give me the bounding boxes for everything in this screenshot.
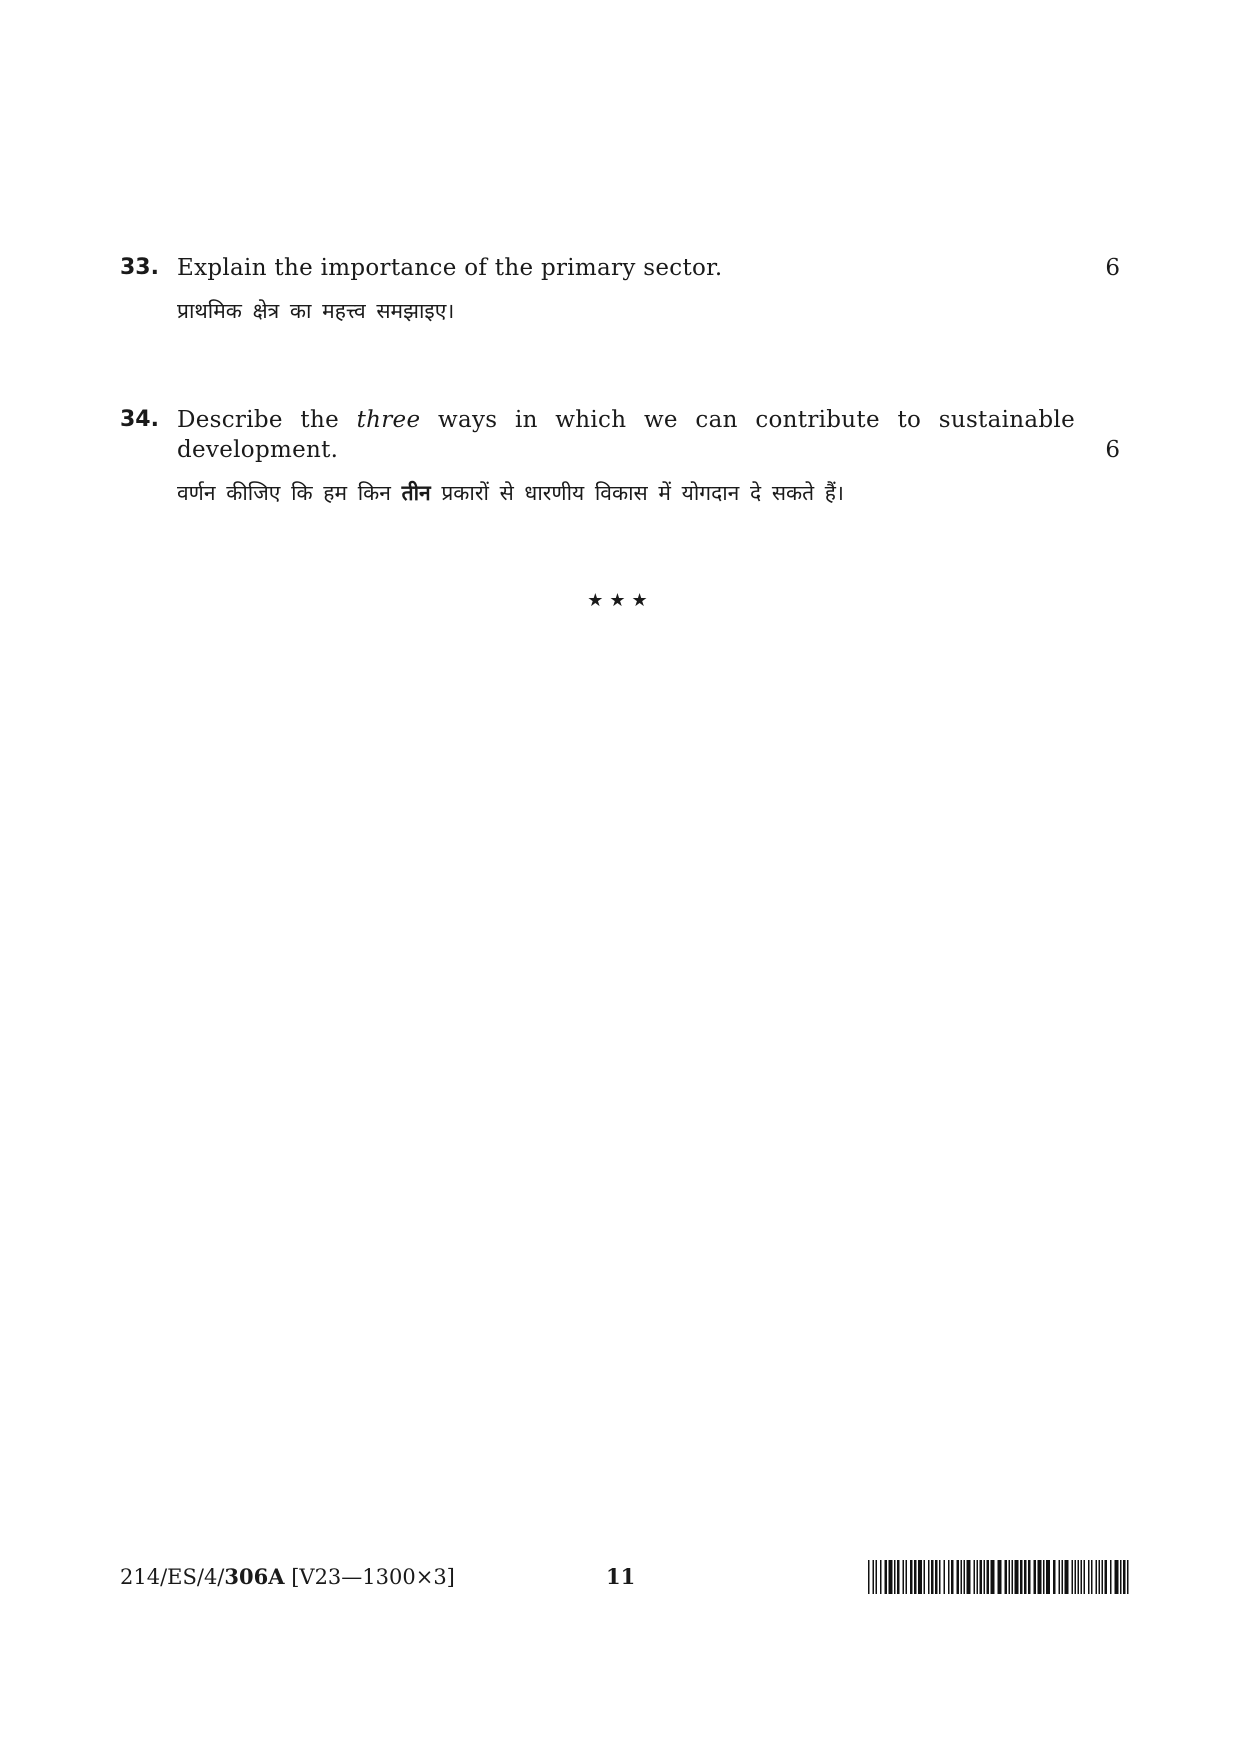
barcode-bar xyxy=(910,1560,913,1594)
barcode-bar xyxy=(991,1560,995,1594)
barcode-bar xyxy=(1120,1560,1122,1594)
question-text-emphasis: three xyxy=(356,407,421,433)
barcode-bar xyxy=(1020,1560,1023,1594)
question-number: 33. xyxy=(120,255,159,280)
barcode-bar xyxy=(1123,1560,1126,1594)
page-footer xyxy=(120,1560,1130,1600)
barcode-bar xyxy=(876,1560,878,1594)
barcode-bar xyxy=(1091,1560,1093,1594)
barcode-bar xyxy=(1053,1560,1056,1594)
paper-code-bold: 306A xyxy=(224,1564,285,1589)
barcode-bar xyxy=(1043,1560,1045,1594)
barcode-bar xyxy=(1015,1560,1019,1594)
question-text-hindi: प्राथमिक क्षेत्र का महत्त्व समझाइए। xyxy=(177,299,455,323)
paper-code xyxy=(120,1564,455,1589)
barcode-bar xyxy=(1062,1560,1064,1594)
end-of-paper-marker: ★★★ xyxy=(587,590,654,611)
barcode-bar xyxy=(977,1560,979,1594)
barcode-bar xyxy=(998,1560,1002,1594)
barcode-bar xyxy=(1081,1560,1083,1594)
paper-code-suffix: [V23—1300×3] xyxy=(284,1565,455,1589)
barcode-bar xyxy=(897,1560,900,1594)
question-number: 34. xyxy=(120,407,159,432)
paper-code-prefix: 214/ES/4/ xyxy=(120,1565,225,1589)
hindi-text-part: वर्णन कीजिए कि हम किन xyxy=(177,481,402,505)
question-34 xyxy=(120,405,1130,509)
question-text-part: ways in which we can contribute to sustainable development. xyxy=(177,407,1075,463)
barcode-bar xyxy=(1005,1560,1008,1594)
barcode-bar xyxy=(1078,1560,1080,1594)
question-text xyxy=(177,405,1075,465)
barcode-bar xyxy=(1099,1560,1101,1594)
barcode-bar xyxy=(894,1560,896,1594)
barcode-bar xyxy=(961,1560,963,1594)
barcode-bar xyxy=(964,1560,966,1594)
barcode-bar xyxy=(1127,1560,1129,1594)
barcode-bar xyxy=(873,1560,875,1594)
barcode-bar xyxy=(935,1560,938,1594)
question-marks: 6 xyxy=(1105,437,1120,463)
barcode-bar xyxy=(1084,1560,1086,1594)
barcode-bar xyxy=(931,1560,934,1594)
question-marks: 6 xyxy=(1105,255,1120,281)
question-text: Explain the importance of the primary sector. xyxy=(177,255,723,281)
barcode-bar xyxy=(918,1560,922,1594)
hindi-text-bold: तीन xyxy=(401,481,431,505)
barcode-bar xyxy=(939,1560,941,1594)
barcode-bar xyxy=(1115,1560,1119,1594)
question-text-part: Describe the xyxy=(177,407,357,433)
barcode-bar xyxy=(1028,1560,1031,1594)
barcode-bar xyxy=(1065,1560,1069,1594)
barcode-bar xyxy=(1024,1560,1027,1594)
barcode-bar xyxy=(1046,1560,1050,1594)
question-33 xyxy=(120,253,1130,327)
barcode-bar xyxy=(880,1560,882,1594)
barcode-bar xyxy=(1102,1560,1104,1594)
barcode-bar xyxy=(980,1560,983,1594)
barcode-bar xyxy=(944,1560,946,1594)
barcode-bar xyxy=(914,1560,917,1594)
barcode-bar xyxy=(868,1560,870,1594)
barcode-bar xyxy=(906,1560,908,1594)
question-text-hindi xyxy=(177,477,1130,509)
barcode-bar xyxy=(1072,1560,1074,1594)
barcode-bar xyxy=(987,1560,990,1594)
barcode-bar xyxy=(924,1560,926,1594)
barcode-bar xyxy=(1034,1560,1037,1594)
barcode-bar xyxy=(957,1560,960,1594)
barcode-bar xyxy=(1009,1560,1011,1594)
barcode-bar xyxy=(984,1560,986,1594)
barcode-icon xyxy=(868,1560,1130,1594)
barcode-bar xyxy=(1105,1560,1108,1594)
barcode-bar xyxy=(1110,1560,1112,1594)
barcode-bar xyxy=(928,1560,930,1594)
barcode-bar xyxy=(1075,1560,1077,1594)
barcode-bar xyxy=(974,1560,976,1594)
barcode-bar xyxy=(1096,1560,1098,1594)
barcode-bar xyxy=(1038,1560,1042,1594)
barcode-bar xyxy=(967,1560,971,1594)
hindi-text-part: प्रकारों से धारणीय विकास में योगदान दे सकते हैं। xyxy=(430,481,844,505)
barcode-bar xyxy=(1059,1560,1061,1594)
barcode-bar xyxy=(1012,1560,1014,1594)
barcode-bar xyxy=(885,1560,888,1594)
barcode-bar xyxy=(889,1560,893,1594)
barcode-bar xyxy=(948,1560,950,1594)
barcode-bar xyxy=(951,1560,954,1594)
barcode-bar xyxy=(903,1560,905,1594)
barcode-bar xyxy=(1088,1560,1090,1594)
page-number: 11 xyxy=(606,1564,636,1589)
